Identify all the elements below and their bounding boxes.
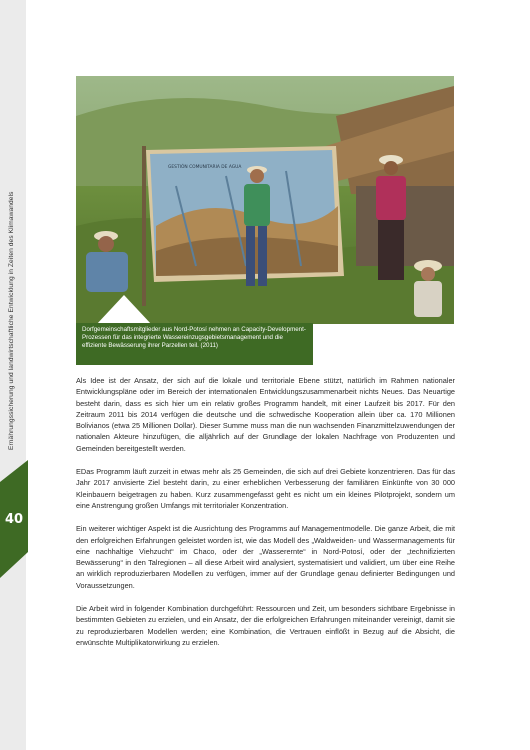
caption-pointer — [96, 293, 152, 325]
body-text — [76, 375, 455, 660]
figure-photo — [76, 76, 454, 324]
paragraph: Die Arbeit wird in folgender Kombination durchgeführt: Ressourcen und Zeit, um besonders sichtbare Ergebnisse in bestimmten Gebieten zu erzielen, und ein Ansatz, der die erfolgreichen Erfahrungen miteinander vereinigt, damit sie zu reproduzierbaren Modellen werden; eine Kombination, die Vertrauen einflößt in Bezug auf die Absicht, die erwünschte Multiplikatorwirkung zu erzielen. — [76, 604, 455, 647]
paragraph: EDas Programm läuft zurzeit in etwas mehr als 25 Gemeinden, die sich auf drei Gebiete konzentrieren. Das für das Jahr 2017 anvisierte Ziel besteht darin, zu einer erheblichen Verbesserung der familiären Einkünfte von 30 000 Kleinbauern beigetragen zu haben. Kurz zusammengefasst geht es nicht um ein kleines Pilotprojekt, sondern um eine Anstrengung großen Umfangs mit territorialer Konzentration. — [76, 467, 455, 510]
page-number: 40 — [5, 512, 24, 527]
paragraph: Ein weiterer wichtiger Aspekt ist die Ausrichtung des Programms auf Managementmodelle. Die ganze Arbeit, die mit den erfolgreichen Erfahrungen geleistet worden ist, wie das Modell des „Waldweiden- und Wassermanagements für eine nachhaltige Viehzucht“ im Chaco, oder der „Wasserernte“ in Nord-Potosí, oder der „technifizierten Bewässerung“ in den Talregionen – all diese Arbeit wird analysiert, systematisiert und validiert, um über eine Reihe an wirklich reproduzierbaren Modellen zu verfügen, immer auf der Grundlage genau definierter Bedingungen und Voraussetzungen. — [76, 524, 455, 590]
figure-caption: Dorfgemeinschaftsmitglieder aus Nord-Potosí nehmen an Capacity-Development-Prozessen für das integrierte Wassereinzugsgebietsmanagement und die effiziente Bewässerung ihrer Parzellen teil. (2011) — [76, 323, 313, 365]
paragraph: Als Idee ist der Ansatz, der sich auf die lokale und territoriale Ebene stützt, natürlich im Rahmen nationaler Entwicklungspläne oder im Bereich der internationalen Entwicklungszusammenarbeit nichts Neues. Das Neuartige besteht darin, dass es sich hier um ein relativ großes Programm handelt, mit einer Laufzeit bis 2017. Für den Zeitraum 2011 bis 2014 verfügen die deutsche und die schwedische Kooperation allein über ca. 170 Millionen Bolivianos (etwa 25 Millionen Dollar). Dieser Summe muss man die nun wachsenden Finanzmittelzuwendungen der nationalen Akteure hinzufügen, die alljährlich auf der Grundlage der lokalen Nachfrage von Produzenten und Gemeinden bereitgestellt werden. — [76, 376, 455, 453]
svg-text:GESTIÓN COMUNITARIA DE AGUA: GESTIÓN COMUNITARIA DE AGUA — [168, 165, 242, 170]
running-title: Ernährungssicherung und landwirtschaftliche Entwicklung in Zeiten des Klimawandels — [8, 191, 15, 450]
